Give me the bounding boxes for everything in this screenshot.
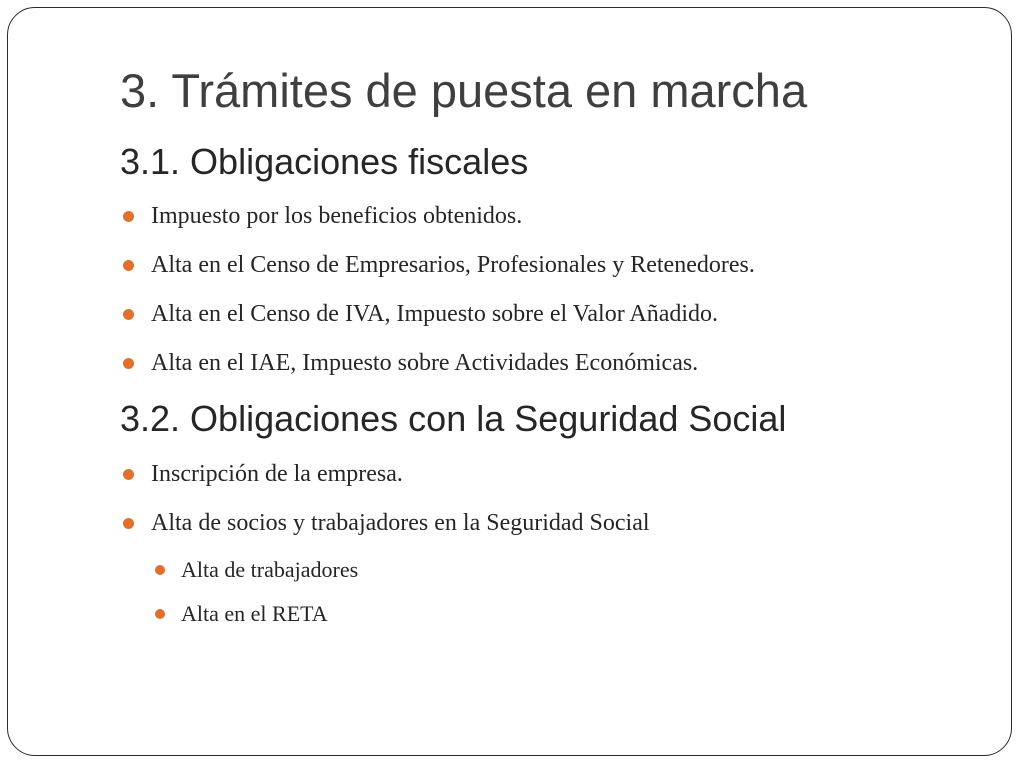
bullet-dot-icon (155, 609, 165, 619)
bullet-dot-icon (123, 309, 134, 320)
fiscal-bullet-list (120, 196, 755, 392)
list-item (120, 294, 755, 334)
list-item-text: Alta en el Censo de Empresarios, Profesionales y Retenedores. (151, 252, 755, 278)
sub-list-item (150, 594, 358, 634)
bullet-dot-icon (123, 358, 134, 369)
social-security-sub-bullet-list (150, 550, 358, 638)
list-item-text: Alta de socios y trabajadores en la Seguridad Social (151, 510, 650, 536)
sub-list-item-text: Alta en el RETA (181, 601, 328, 626)
section-heading-fiscal: 3.1. Obligaciones fiscales (120, 141, 529, 182)
list-item-text: Alta en el IAE, Impuesto sobre Actividades Económicas. (151, 350, 699, 376)
section-heading-social-security: 3.2. Obligaciones con la Seguridad Social (120, 398, 787, 439)
list-item (120, 454, 650, 494)
slide-frame (7, 7, 1012, 756)
list-item (120, 196, 755, 236)
list-item-text: Inscripción de la empresa. (151, 461, 403, 487)
bullet-dot-icon (155, 565, 165, 575)
slide-title: 3. Trámites de puesta en marcha (120, 64, 808, 117)
list-item-text: Alta en el Censo de IVA, Impuesto sobre el Valor Añadido. (151, 301, 719, 327)
sub-list-item-text: Alta de trabajadores (181, 557, 359, 582)
list-item (120, 343, 755, 383)
bullet-dot-icon (123, 211, 134, 222)
list-item-text: Impuesto por los beneficios obtenidos. (151, 203, 523, 229)
bullet-dot-icon (123, 469, 134, 480)
bullet-dot-icon (123, 260, 134, 271)
bullet-dot-icon (123, 518, 134, 529)
sub-list-item (150, 550, 358, 590)
list-item (120, 503, 650, 543)
social-security-bullet-list (120, 454, 650, 552)
list-item (120, 245, 755, 285)
